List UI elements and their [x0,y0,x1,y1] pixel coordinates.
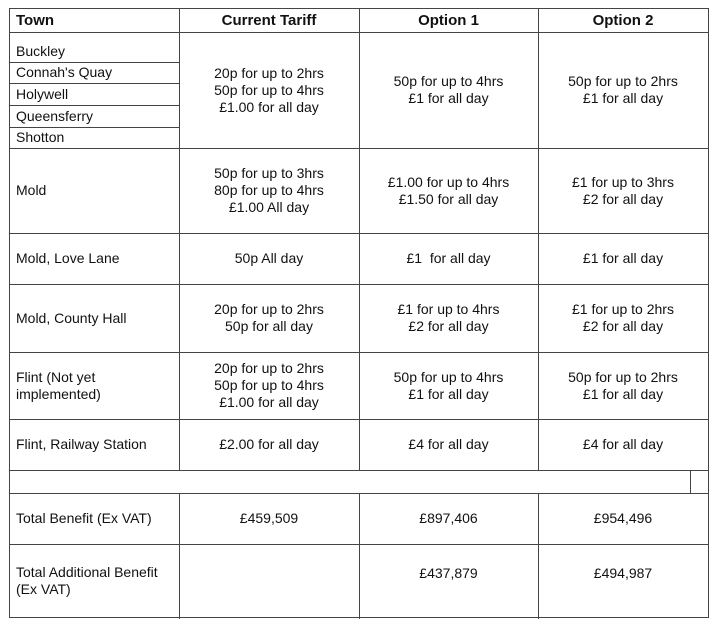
current-tariff-cell: 20p for up to 2hrs 50p for up to 4hrs £1.00 for all day [214,64,324,115]
option-2-cell: £4 for all day [582,436,664,452]
current-tariff-cell: 50p All day [234,250,304,266]
total-benefit-option-1: £897,406 [419,510,478,526]
total-additional-benefit-current [179,544,359,618]
option-2-cell: £1 for all day [582,250,664,266]
header-option-1: Option 1 [418,12,479,29]
town-cell: Mold, Love Lane [16,250,120,266]
option-2-cell: 50p for up to 2hrs £1 for all day [568,73,678,106]
town-cell: Connah's Quay [16,64,113,80]
total-benefit-label: Total Benefit (Ex VAT) [16,510,152,526]
current-tariff-cell: £2.00 for all day [219,436,319,452]
header-town: Town [16,12,55,29]
current-tariff-cell: 20p for up to 2hrs 50p for up to 4hrs £1.00 for all day [214,360,324,410]
header-option-2: Option 2 [592,12,654,29]
town-cell: Mold, County Hall [16,309,127,326]
town-cell: Queensferry [16,107,94,124]
option-1-cell: £1 for up to 4hrs £2 for all day [397,301,500,334]
spacer-divider [690,470,691,493]
option-2-cell: 50p for up to 2hrs £1 for all day [568,368,678,402]
option-2-cell: £1 for up to 2hrs £2 for all day [572,301,674,334]
total-additional-benefit-option-1: £437,879 [419,564,478,581]
town-cell: Holywell [16,85,69,102]
town-cell: Flint, Railway Station [16,436,147,452]
option-1-cell: 50p for up to 4hrs £1 for all day [393,368,504,402]
row-divider [10,470,708,471]
option-1-cell: 50p for up to 4hrs £1 for all day [393,73,504,106]
option-2-cell: £1 for up to 3hrs £2 for all day [572,173,674,207]
total-benefit-current: £459,509 [239,510,299,526]
option-1-cell: £4 for all day [408,436,489,452]
option-1-cell: £1 for all day [406,250,491,266]
town-cell-spacer [10,32,179,41]
header-current-tariff: Current Tariff [221,12,317,29]
current-tariff-cell: 50p for up to 3hrs 80p for up to 4hrs £1.00 All day [214,165,324,215]
town-cell: Flint (Not yet implemented) [16,368,101,402]
total-additional-benefit-label: Total Additional Benefit (Ex VAT) [16,564,158,597]
total-additional-benefit-option-2: £494,987 [593,564,653,581]
current-tariff-cell: 20p for up to 2hrs 50p for all day [214,301,324,334]
town-cell: Buckley [16,43,66,59]
town-cell: Shotton [16,129,65,145]
option-1-cell: £1.00 for up to 4hrs £1.50 for all day [387,173,510,207]
town-cell: Mold [16,182,47,198]
total-benefit-option-2: £954,496 [593,510,653,526]
tariff-table [9,8,709,618]
